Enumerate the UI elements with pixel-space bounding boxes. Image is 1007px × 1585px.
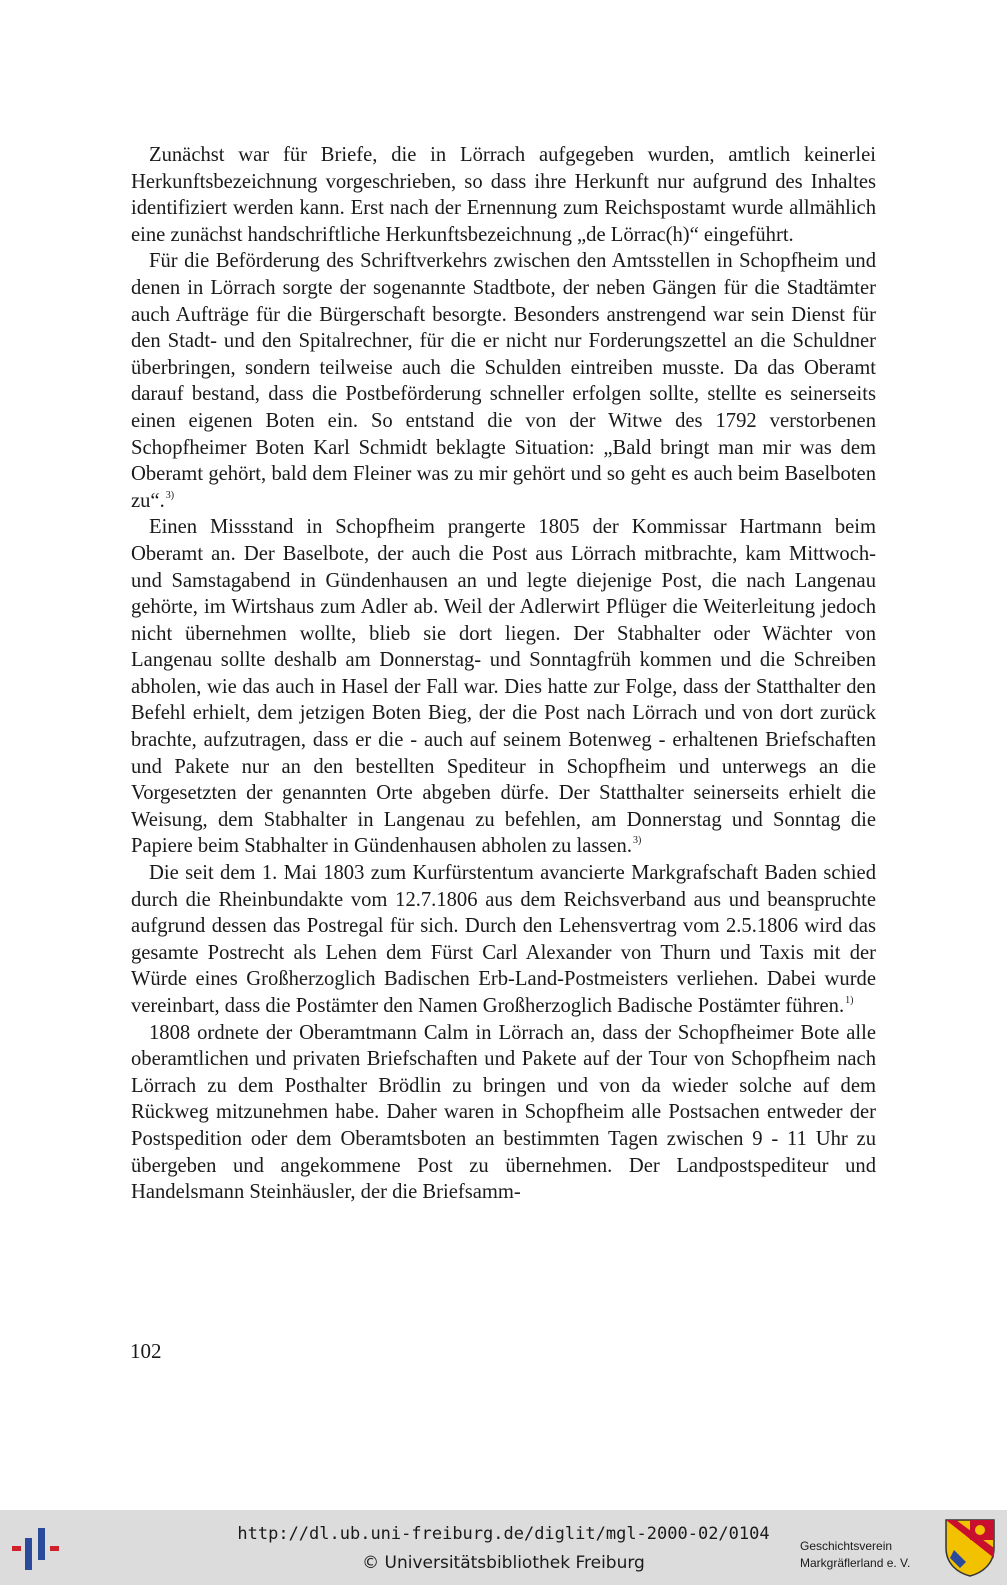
society-line: Markgräflerland e. V. — [800, 1556, 911, 1570]
coat-of-arms-icon[interactable] — [944, 1518, 996, 1578]
society-line: Geschichtsverein — [800, 1539, 893, 1553]
paragraph: Einen Missstand in Schopfheim prangerte 1805 der Kommissar Hartmann beim Oberamt an. Der Baselbote, der auch die Post aus Lörrach mitbrachte, kam Mittwoch- und Samstagabend in Gündenhausen an und legte diejenige Post, die nach Langenau gehörte, im Wirtshaus zum Adler ab. Weil der Adlerwirt Pflüger die Weiterleitung jedoch nicht übernehmen wollte, blieb sie dort liegen. Der Stabhalter oder Wächter von Langenau sollte deshalb am Donnerstag- und Sonntagfrüh kommen und die Schreiben abholen, wie das auch in Hasel der Fall war. Dies hatte zur Folge, dass der Statthalter den Befehl erhielt, dem jetzigen Boten Bieg, der die Post nach Lörrach und von dort zurück brachte, aufzutragen, dass er die - auch auf seinem Botenweg - erhaltenen Briefschaften und Pakete nur an den bestellten Spediteur in Schopfheim und unterwegs an die Vorgesetzten der genannten Orte abgeben dürfe. Der Statthalter seinerseits erhielt die Weisung, dem Stabhalter in Langenau zu befehlen, am Donnerstag und Sonntag die Papiere beim Stabhalter in Gündenhausen abholen zu lassen.$^{3)}$ — [131, 516, 876, 858]
society-name — [800, 1538, 935, 1572]
footnote-ref: 3) — [165, 489, 175, 501]
paragraph: Zunächst war für Briefe, die in Lörrach aufgegeben wurden, amtlich keinerlei Herkunftsbezeichnung vorgeschrieben, so dass ihre Herkunft nur aufgrund des Inhaltes identifiziert werden kann. Erst nach der Ernennung zum Reichspostamt wurde allmählich eine zunächst handschriftliche Herkunftsbezeichnung „de Lörrac(h)“ eingeführt. — [131, 144, 876, 246]
page-number: 102 — [130, 1339, 162, 1363]
footnote-ref: 3) — [632, 835, 642, 847]
footnote-ref: 1) — [845, 995, 854, 1006]
footer-bar — [0, 1510, 1007, 1585]
footer-url-link[interactable]: http://dl.ub.uni-freiburg.de/diglit/mgl-2000-02/0104 — [237, 1524, 770, 1544]
footer-copyright: © Universitätsbibliothek Freiburg — [362, 1553, 645, 1573]
paragraph: Die seit dem 1. Mai 1803 zum Kurfürstentum avancierte Markgrafschaft Baden schied durch die Rheinbundakte vom 12.7.1806 aus dem Reichsverband aus und beanspruchte aufgrund dessen das Postregal für sich. Durch den Lehensvertrag vom 2.5.1806 wird das gesamte Postrecht als Lehen dem Fürst Carl Alexander von Thurn und Taxis mit der Würde eines Großherzoglich Badischen Erb-Land-Postmeisters verliehen. Dabei wurde vereinbart, dass die Postämter den Namen Großherzoglich Badische Postämter führen.$^{1)}$ — [131, 862, 876, 1017]
body-text — [131, 142, 876, 1206]
paragraph: Für die Beförderung des Schriftverkehrs zwischen den Amtsstellen in Schopfheim und denen in Lörrach sorgte der sogenannte Stadtbote, der neben Gängen für die Stadtämter auch Aufträge für die Bürgerschaft besorgte. Besonders anstrengend war sein Dienst für den Stadt- und den Spitalrechner, für die er nicht nur Forderungszettel an die Schuldner überbringen, sondern teilweise auch die Schulden eintreiben musste. Da das Oberamt darauf bestand, dass die Postbeförderung schneller erfolgen sollte, stellte es seinerseits einen eigenen Boten ein. So entstand die von der Witwe des 1792 verstorbenen Schopfheimer Boten Karl Schmidt beklagte Situation: „Bald bringt man mir was dem Oberamt gehört, bald dem Fleiner was zu mir gehört und so geht es auch beim Baselboten zu“.$^{3)}$ — [131, 250, 876, 512]
paragraph: 1808 ordnete der Oberamtmann Calm in Lörrach an, dass der Schopfheimer Bote alle oberamtlichen und privaten Briefschaften und Pakete auf der Tour von Schopfheim nach Lörrach zu dem Posthalter Brödlin zu bringen und von da wieder solche auf dem Rückweg mitzunehmen habe. Daher waren in Schopfheim alle Postsachen entweder der Postspedition oder dem Oberamtsboten an bestimmten Tagen zwischen 9 - 11 Uhr zu übergeben und angekommene Post zu übernehmen. Der Landpostspediteur und Handelsmann Steinhäusler, der die Briefsamm- — [131, 1021, 876, 1204]
